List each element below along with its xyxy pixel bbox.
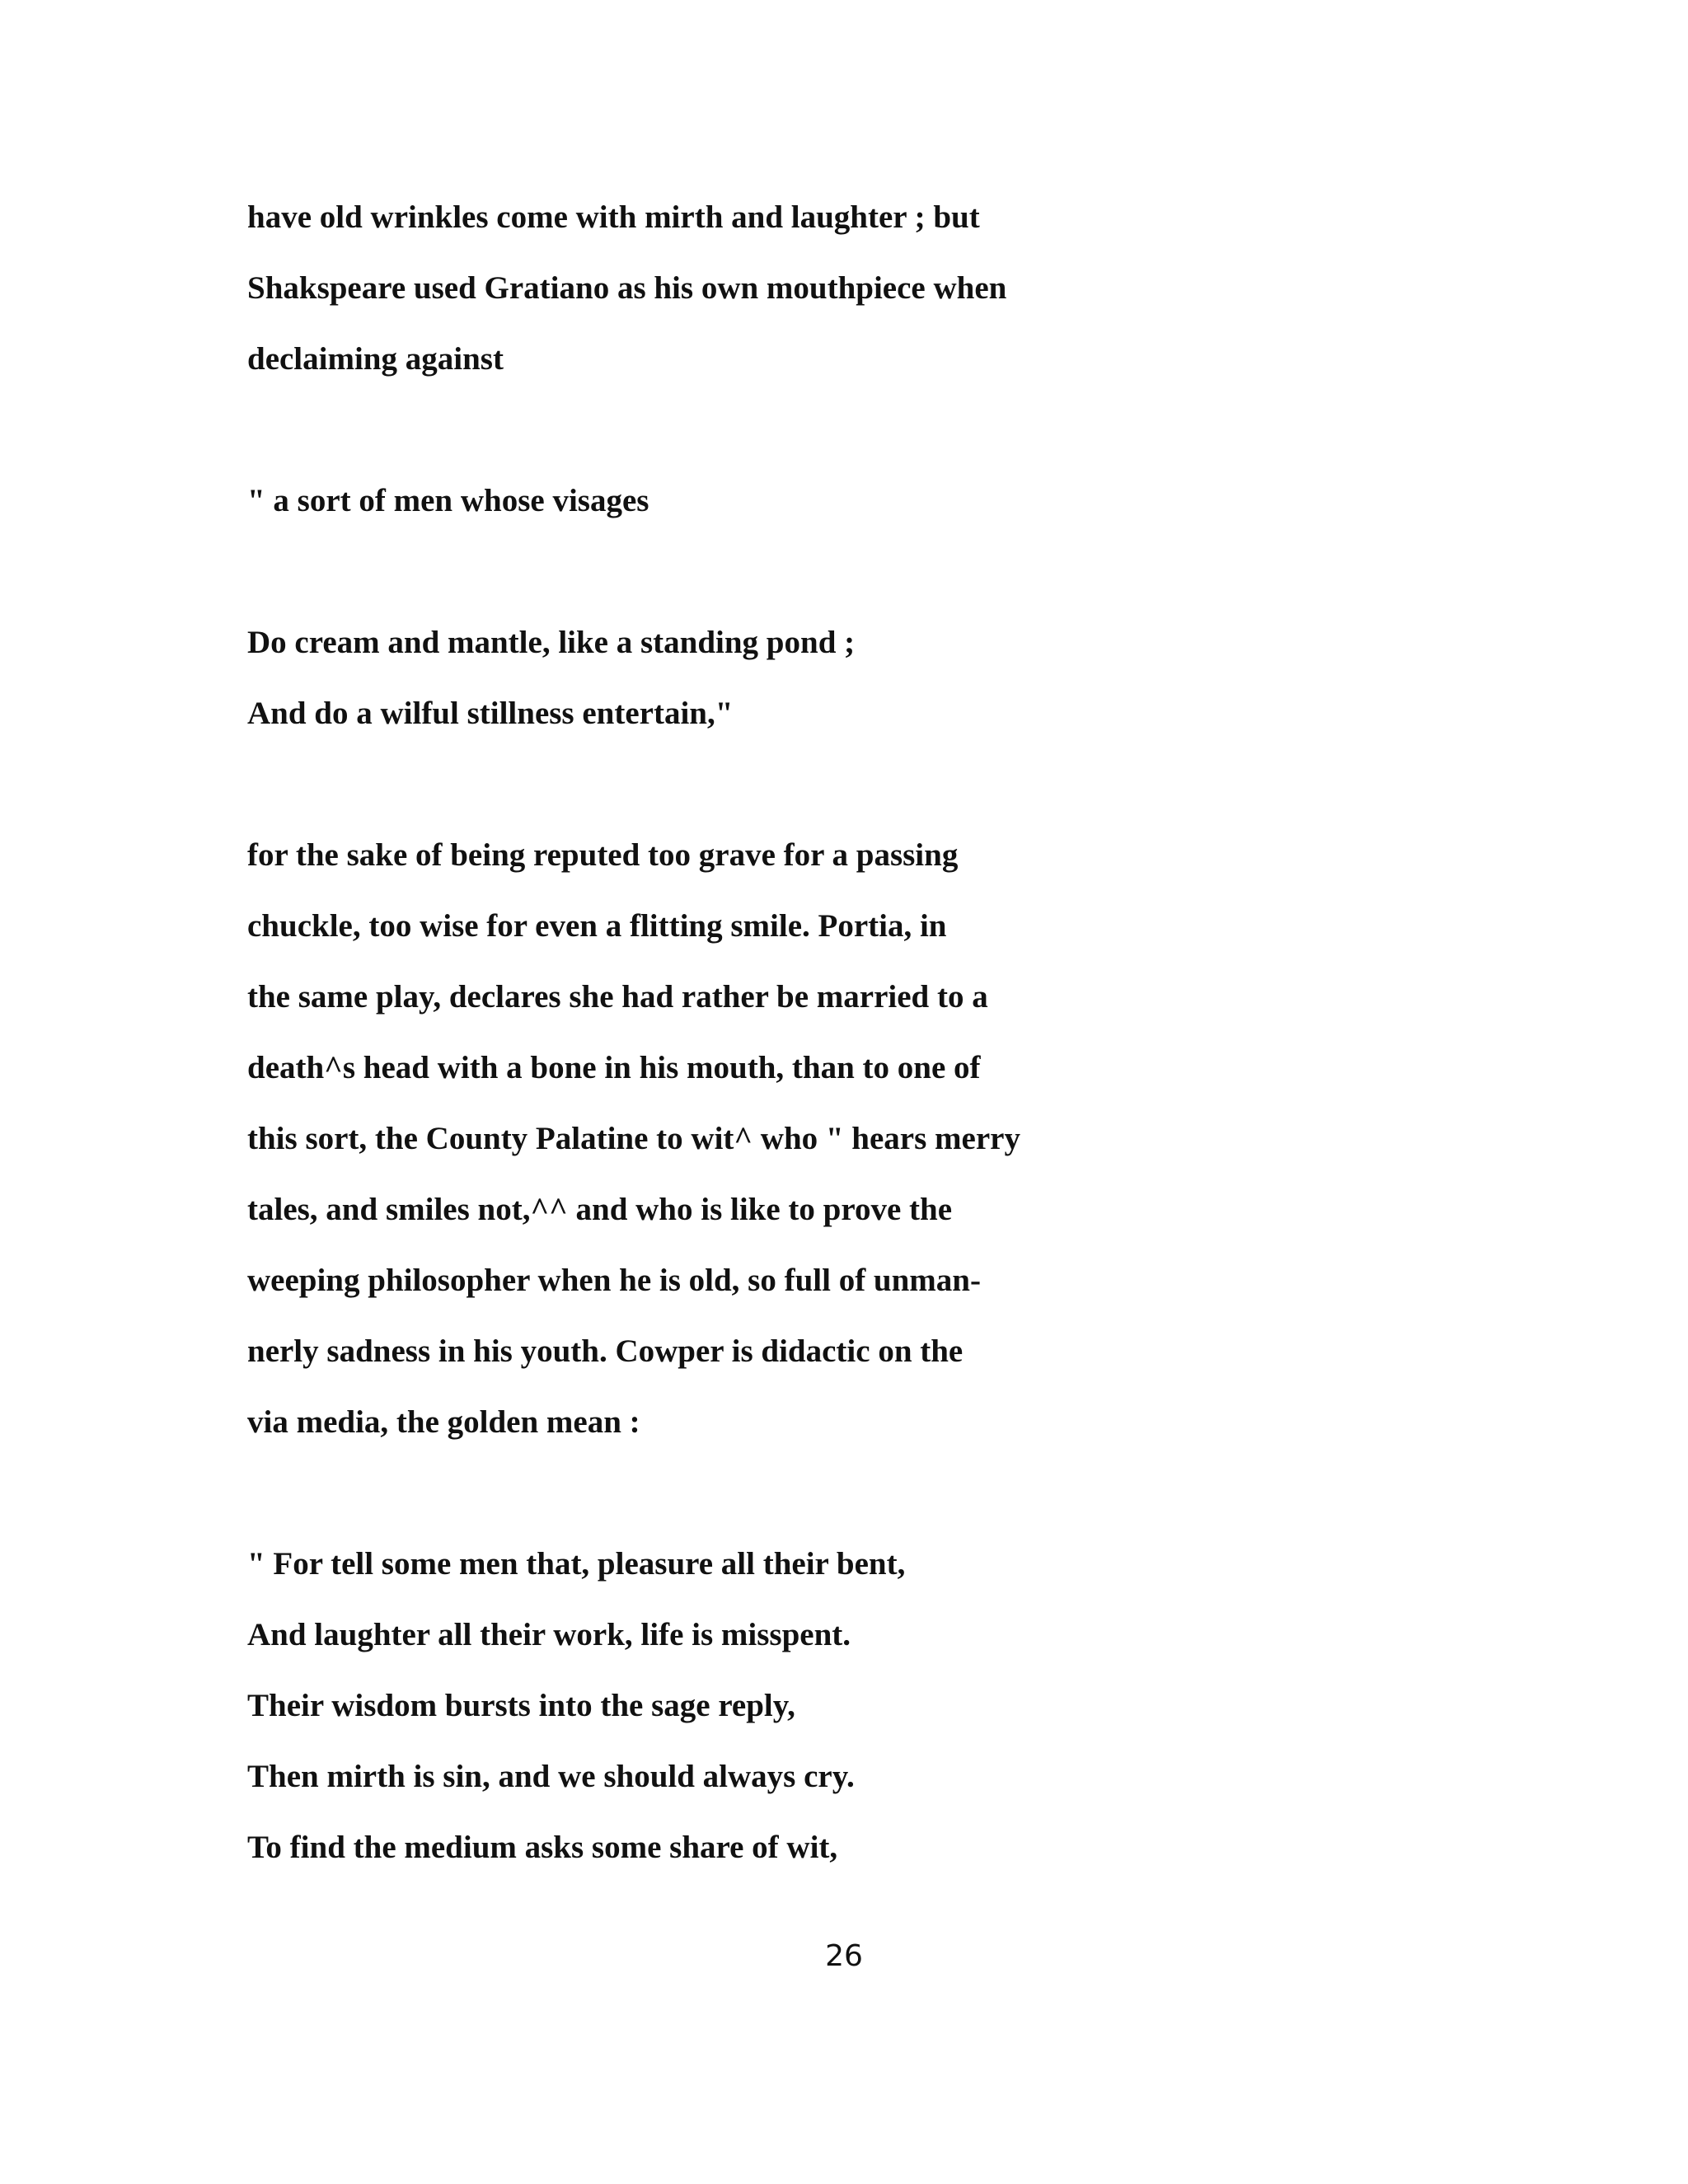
quote-line: " a sort of men whose visages [247,483,649,518]
text-line: for the sake of being reputed too grave for a passing [247,837,959,873]
quote-line: Then mirth is sin, and we should always cry. [247,1759,855,1794]
quote-line: To find the medium asks some share of wit, [247,1830,838,1865]
quote-line: And do a wilful stillness entertain," [247,696,734,731]
paragraph-gap [247,404,1566,475]
text-line: tales, and smiles not,^^ and who is like to prove the [247,1192,953,1227]
text-line: death^s head with a bone in his mouth, than to one of [247,1050,981,1085]
text-line: nerly sadness in his youth. Cowper is didactic on the [247,1333,964,1369]
page-number: 26 [825,1939,863,1973]
quote-line: And laughter all their work, life is misspent. [247,1617,851,1652]
text-line: have old wrinkles come with mirth and laughter ; but [247,199,980,235]
text-line: declaiming against [247,341,504,377]
body-text [247,191,1566,1892]
quote-line: Do cream and mantle, like a standing pond ; [247,625,856,660]
text-line: Shakspeare used Gratiano as his own mouthpiece when [247,270,1007,306]
quote-line: Their wisdom bursts into the sage reply, [247,1688,795,1723]
paragraph-gap [247,1467,1566,1538]
quote-line: " For tell some men that, pleasure all their bent, [247,1546,906,1582]
text-line: chuckle, too wise for even a flitting smile. Portia, in [247,908,947,944]
text-line: this sort, the County Palatine to wit^ who " hears merry [247,1121,1020,1156]
text-line: weeping philosopher when he is old, so full of unman- [247,1263,981,1298]
paragraph-gap [247,758,1566,829]
text-line: via media, the golden mean : [247,1404,640,1440]
paragraph-gap [247,546,1566,616]
text-line: the same play, declares she had rather be married to a [247,979,988,1015]
